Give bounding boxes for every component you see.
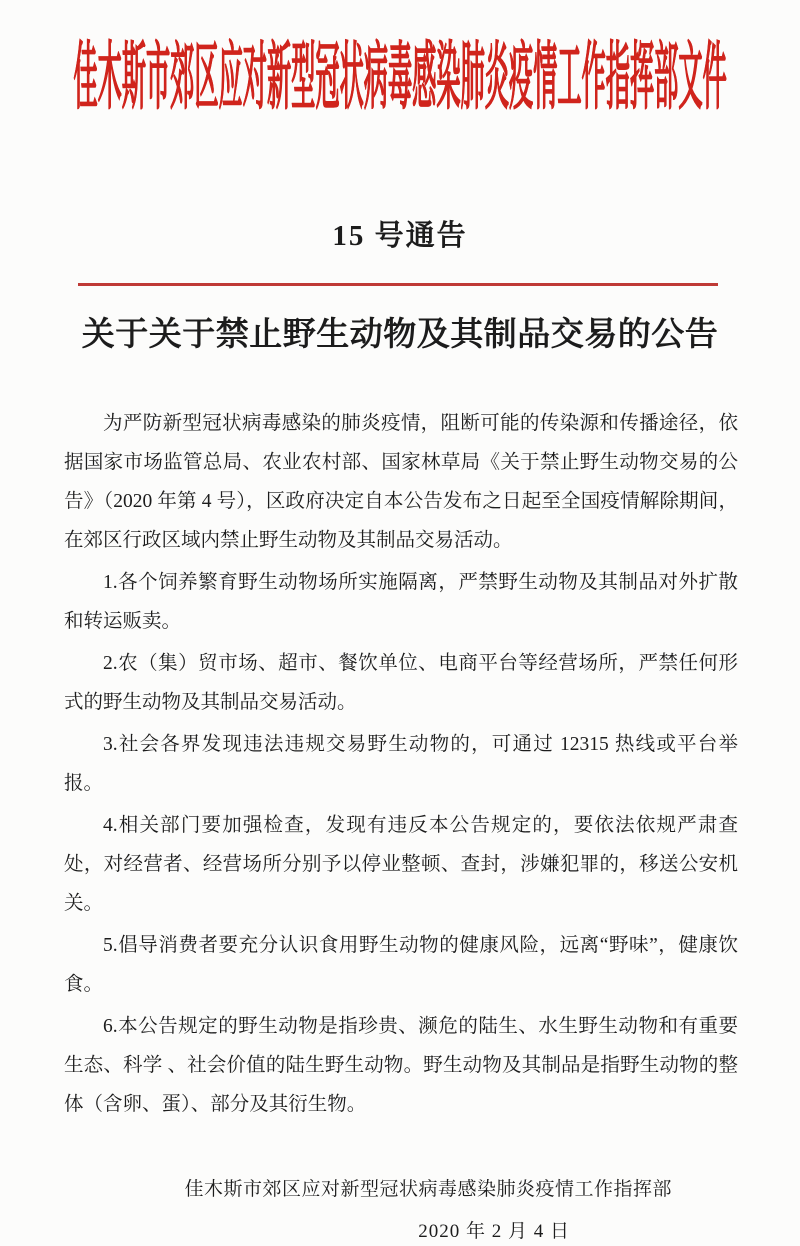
red-divider-line — [78, 283, 718, 286]
paragraph-item-1: 1.各个饲养繁育野生动物场所实施隔离，严禁野生动物及其制品对外扩散和转运贩卖。 — [64, 572, 738, 632]
document-body — [64, 404, 738, 1124]
notice-number: 15 号通告 — [332, 220, 468, 252]
letterhead-banner-title: 佳木斯市郊区应对新型冠状病毒感染肺炎疫情工作指挥部文件 — [73, 37, 727, 119]
document-page — [0, 28, 800, 1242]
issue-date: 2020 年 2 月 4 日 — [418, 1221, 570, 1242]
document-title: 关于关于禁止野生动物及其制品交易的公告 — [81, 317, 719, 353]
paragraph-item-5: 5.倡导消费者要充分认识食用野生动物的健康风险，远离“野味”，健康饮食。 — [64, 935, 738, 995]
issuing-authority-signature: 佳木斯市郊区应对新型冠状病毒感染肺炎疫情工作指挥部 — [184, 1179, 672, 1200]
paragraph-intro: 为严防新型冠状病毒感染的肺炎疫情，阻断可能的传染源和传播途径，依据国家市场监管总局、农业农村部、国家林草局《关于禁止野生动物交易的公告》（2020 年第 4 号），区政府决定自本公告发布之日起至全国疫情解除期间，在郊区行政区域内禁止野生动物及其制品交易活动。 — [64, 413, 738, 551]
paragraph-item-3: 3.社会各界发现违法违规交易野生动物的，可通过 12315 热线或平台举报。 — [64, 734, 738, 794]
letterhead-banner — [0, 28, 800, 128]
paragraph-item-2: 2.农（集）贸市场、超市、餐饮单位、电商平台等经营场所，严禁任何形式的野生动物及其制品交易活动。 — [64, 653, 738, 713]
paragraph-item-4: 4.相关部门要加强检查，发现有违反本公告规定的，要依法依规严肃查处，对经营者、经营场所分别予以停业整顿、查封，涉嫌犯罪的，移送公安机关。 — [64, 815, 738, 914]
paragraph-item-6: 6.本公告规定的野生动物是指珍贵、濒危的陆生、水生野生动物和有重要生态、科学 、社会价值的陆生野生动物。野生动物及其制品是指野生动物的整体（含卵、蛋）、部分及其衍生物。 — [64, 1016, 738, 1115]
